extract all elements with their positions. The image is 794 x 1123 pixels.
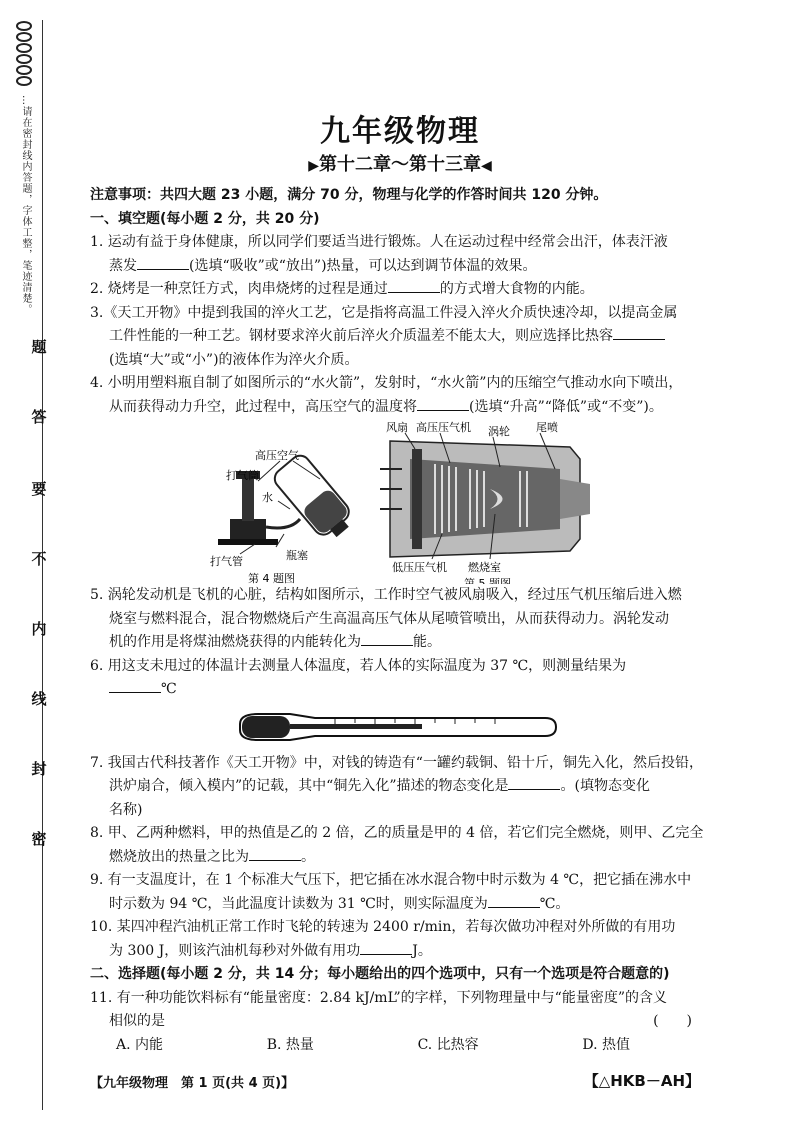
- answer-blank[interactable]: [508, 775, 560, 790]
- question-6: 6. 用这支未甩过的体温计去测量人体温度，若人体的实际温度为 37 ℃，则测量结果为: [90, 657, 627, 674]
- option-d[interactable]: D. 热值: [582, 1036, 630, 1053]
- fig5-label: 风扇: [386, 421, 408, 434]
- question-10: 10. 某四冲程汽油机正常工作时飞轮的转速为 2400 r/min，若每次做功冲程对外所做的有用功: [90, 919, 676, 935]
- question-2: 2. 烧烤是一种烹饪方式，肉串烧烤的过程是通过 的方式增大食物的内能。: [90, 278, 710, 302]
- seal-char: 密: [31, 830, 47, 848]
- answer-blank[interactable]: [613, 325, 665, 340]
- fig5-label: 高压压气机: [416, 421, 471, 434]
- section2-heading: 二、选择题(每小题 2 分，共 14 分；每小题给出的四个选项中，只有一个选项是符合题意的): [90, 966, 670, 982]
- fig4-label: 瓶塞: [286, 549, 308, 562]
- fig5-label: 尾喷: [536, 421, 558, 434]
- fig4-caption: 第 4 题图: [248, 572, 295, 584]
- seal-char: 不: [31, 550, 47, 568]
- water-rocket-figure: [210, 448, 358, 584]
- seal-char: 封: [31, 760, 47, 778]
- answer-blank[interactable]: [137, 255, 189, 270]
- question-body: 注意事项：共四大题 23 小题，满分 70 分，物理与化学的作答时间共 120 分钟。 一、填空题(每小题 2 分，共 20 分) 1. 运动有益于身体健康，所以同学们要适当进行锻炼。人在运动过程中经常会出汗，体表汗液 蒸发 (选填“吸收”或“放出”)热量，可以达到调节体温的效果。 2. 烧烤是一种烹饪方式，肉串烧烤的过程是通过 的方式增大食物的内能。 3.《天工开物》中提到我国的淬火工艺，它是指将高温工件浸入淬火介质快速冷却，以提高金属 工件性能的一种工艺。钢材要求淬火前后淬火介质温差不能太大，则应选择比热容 (选填“大”或“小”)的液体作为淬火介质。 4. 小明用塑料瓶自制了如图所示的“水火箭”，发射时，“水火箭”内的压缩空气推动水向下喷出， 从而获得动力升空，此过程中，高压空气的温度将 (选填“升高”“降低”或“不变”)。 高压空气 打气筒 水 瓶塞 打气管 第 4 题图 风扇 高压压气机 涡轮 尾喷 低压压气机 燃烧室 第 5 题图 5. 涡轮发动机是飞机的心脏，结构如图所示，工作时空气被风扇吸入，经过压气机压缩后进入燃 烧室与燃料混合，混合物燃烧后产生高温高压气体从尾喷管喷出，从而获得动力。涡轮发动 机的作用是将煤油燃烧获得的内能转化为 能。 6. 用这支未甩过的体温计去测量人体温度，若人体的实际温度为 37 ℃，则测量结果为 ℃ 7. 我国古代科技著作《天工开物》中，对钱的铸造有“一罐约载铜、铅十斤，铜先入化，然后投铅， 洪炉扇合，倾入模内”的记载，其中“铜先入化”描述的物态变化是 。(填物态变化 名称) 8. 甲、乙两种燃料，甲的热值是乙的 2 倍，乙的质量是甲的 4 倍，若它们完全燃烧，则甲、乙完全 燃烧放出的热量之比为 。 9. 有一支温度计，在 1 个标准大气压下，把它插在冰水混合物中时示数为 4 ℃，把它插在沸水中 时示数为 94 ℃，当此温度计读数为 31 ℃时，则实际温度为 ℃。 10. 某四冲程汽油机正常工作时飞轮的转速为 2400 r/min，若每次做功冲程对外所做的有用功 为 300 J，则该汽油机每秒对外做有用功 J。 二、选择题(每小题 2 分，共 14 分；每小题给出的四个选项中，只有一个选项是符合题意的) 11. 有一种功能饮料标有“能量密度：2.84 kJ/mL”的字样，下列物理量中与“能量密度”的含义 相似的是 ( ) A. 内能 B. 热量 C. 比热容 D. 热值: [90, 184, 710, 1057]
- seal-char: 要: [31, 480, 47, 498]
- seal-char: 答: [31, 408, 47, 426]
- answer-blank[interactable]: [109, 678, 161, 693]
- fig5-label: 燃烧室: [468, 561, 501, 574]
- option-c[interactable]: C. 比热容: [417, 1036, 479, 1053]
- question-9: 9. 有一支温度计，在 1 个标准大气压下，把它插在冰水混合物中时示数为 4 ℃，把它插在沸水中: [90, 872, 692, 888]
- page-title: 九年级物理: [320, 114, 480, 149]
- section1-heading: 一、填空题(每小题 2 分，共 20 分): [90, 210, 320, 227]
- answer-paren[interactable]: ( ): [653, 1013, 692, 1029]
- question-11: 11. 有一种功能饮料标有“能量密度：2.84 kJ/mL”的字样，下列物理量中与“能量密度”的含义: [90, 989, 667, 1006]
- fig4-label: 打气筒: [226, 469, 259, 482]
- answer-blank[interactable]: [249, 846, 301, 861]
- answer-blank[interactable]: [360, 940, 412, 955]
- question-8: 8. 甲、乙两种燃料，甲的热值是乙的 2 倍，乙的质量是甲的 4 倍，若它们完全燃烧，则甲、乙完全: [90, 825, 704, 841]
- fig5-label: 低压压气机: [392, 561, 447, 574]
- binding-note: …请在密封线内答题，字体工整，笔迹清楚。: [20, 95, 31, 315]
- option-a[interactable]: A. 内能: [116, 1036, 164, 1053]
- fig5-caption: 第 5 题图: [464, 577, 511, 584]
- figures-4-5: [90, 419, 710, 584]
- answer-blank[interactable]: [388, 278, 440, 293]
- question-7: 7. 我国古代科技著作《天工开物》中，对钱的铸造有“一罐约载铜、铅十斤，铜先入化，然后投铅，: [90, 754, 703, 771]
- seal-char: 题: [31, 338, 47, 356]
- fig4-label: 高压空气: [255, 449, 299, 462]
- question-3: 3.《天工开物》中提到我国的淬火工艺，它是指将高温工件浸入淬火介质快速冷却，以提高金属: [90, 304, 678, 321]
- seal-char: 内: [31, 620, 47, 638]
- left-triangle-icon: ◀: [481, 158, 492, 174]
- thermometer-figure: [90, 702, 710, 752]
- answer-blank[interactable]: [488, 893, 540, 908]
- footer-code: 【△HKB－AH】: [583, 1072, 700, 1090]
- fig5-label: 涡轮: [488, 425, 510, 438]
- right-triangle-icon: ▶: [308, 158, 319, 174]
- chapter-subtitle: ▶第十二章～第十三章◀: [308, 154, 492, 175]
- spiral-binding-icon: [14, 20, 34, 90]
- binding-strip: [0, 0, 62, 1123]
- fig4-label: 打气管: [210, 555, 243, 568]
- question-5: 5. 涡轮发动机是飞机的心脏，结构如图所示，工作时空气被风扇吸入，经过压气机压缩后进入燃: [90, 587, 682, 603]
- answer-blank[interactable]: [417, 396, 469, 411]
- seal-char: 线: [31, 690, 47, 708]
- turbofan-engine-figure: [380, 420, 590, 584]
- fig4-label: 水: [262, 491, 273, 504]
- option-b[interactable]: B. 热量: [266, 1036, 314, 1053]
- thermometer-svg: [90, 702, 710, 752]
- choice-options: [90, 1034, 710, 1058]
- answer-blank[interactable]: [361, 631, 413, 646]
- figures-svg: [90, 419, 710, 584]
- question-1: 1. 运动有益于身体健康，所以同学们要适当进行锻炼。人在运动过程中经常会出汗，体表汗液: [90, 234, 668, 250]
- notice: 注意事项：共四大题 23 小题，满分 70 分，物理与化学的作答时间共 120 分钟。: [90, 187, 608, 203]
- question-4: 4. 小明用塑料瓶自制了如图所示的“水火箭”，发射时，“水火箭”内的压缩空气推动水向下喷出，: [90, 375, 683, 391]
- footer-page-info: 【九年级物理 第 1 页(共 4 页)】: [90, 1076, 295, 1091]
